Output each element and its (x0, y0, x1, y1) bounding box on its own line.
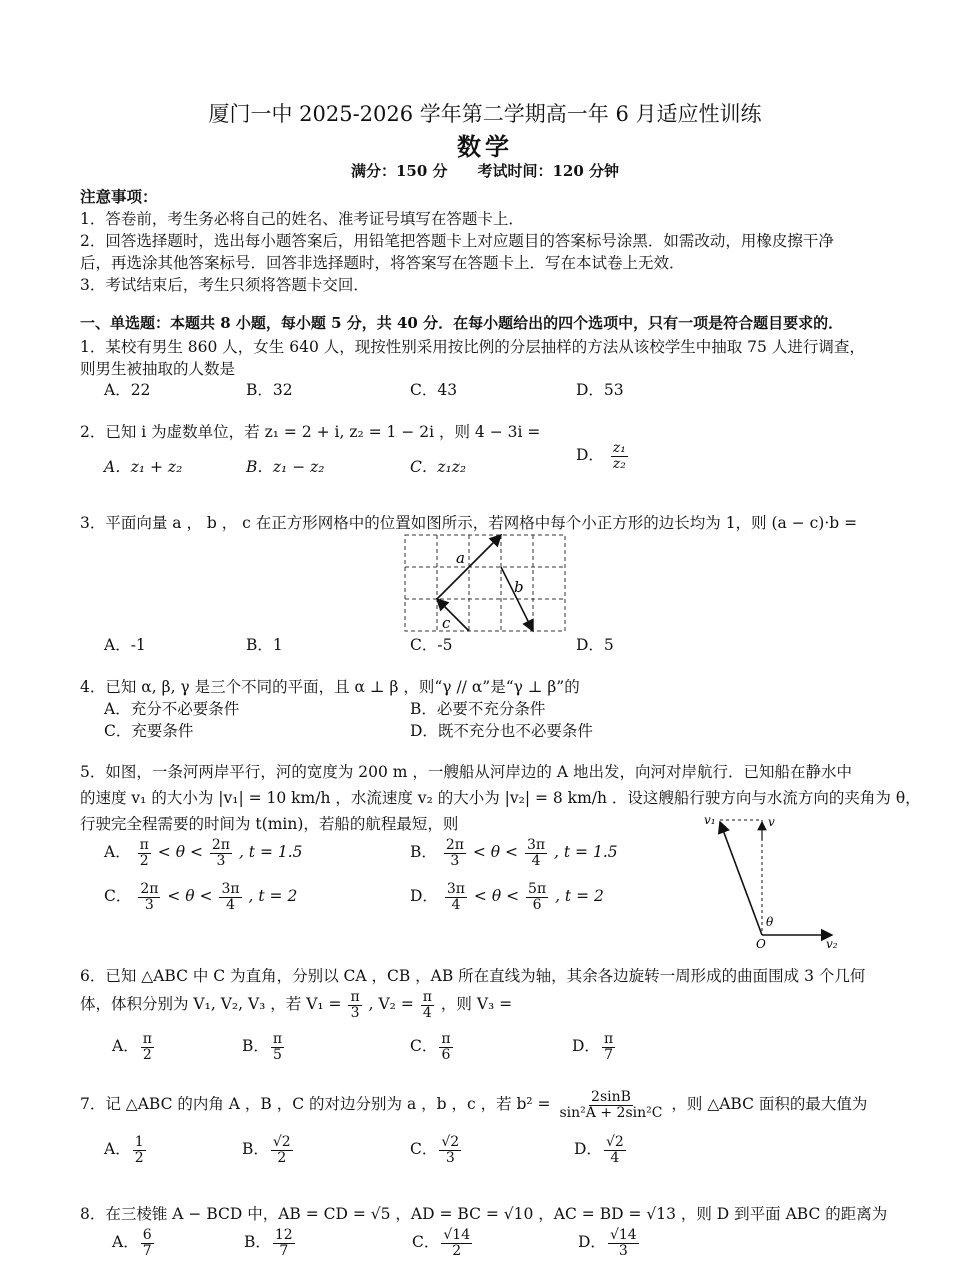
q6-option-a (112, 1032, 156, 1062)
fraction-denominator: 5 (273, 1046, 282, 1063)
fraction (439, 1032, 452, 1062)
fraction-numerator: 3π (446, 881, 465, 897)
fraction (445, 882, 467, 912)
q3-option-a: A．-1 (104, 636, 146, 654)
fraction-numerator: 6 (142, 1227, 152, 1243)
grid-lines (405, 535, 565, 631)
fraction-numerator: π (139, 837, 149, 853)
option-tail: , t = 2 (555, 887, 604, 906)
q8-option-b (244, 1228, 297, 1258)
fraction (526, 882, 548, 912)
fraction-denominator: 3 (350, 1004, 360, 1021)
fraction (608, 1228, 639, 1258)
fraction (604, 1135, 626, 1165)
fraction (602, 1032, 615, 1062)
q6-stem-cont (80, 990, 512, 1020)
v-label: v (768, 815, 775, 829)
q5-option-b (410, 838, 618, 868)
q7-stem (80, 1090, 867, 1120)
q2-option-b: B．z₁ − z₂ (246, 458, 325, 476)
fraction-denominator: 4 (422, 1004, 432, 1021)
option-label: A． (112, 1037, 139, 1056)
fraction-denominator: 6 (441, 1046, 451, 1063)
q5-velocity-diagram (700, 810, 850, 950)
q7-option-a (104, 1135, 148, 1165)
q3-option-d: D．5 (576, 636, 614, 654)
fraction-denominator: 3 (618, 1242, 628, 1259)
fraction-numerator: 2π (445, 837, 464, 853)
option-tail: , t = 2 (248, 887, 298, 906)
fraction-numerator: 3π (526, 837, 546, 853)
fraction-denominator: 3 (144, 896, 154, 913)
fraction-numerator: √2 (605, 1134, 624, 1150)
inequality: < θ < (167, 887, 213, 906)
fraction-denominator: 2 (134, 1149, 144, 1166)
q5-option-d (410, 882, 604, 912)
q7-option-b (242, 1135, 295, 1165)
q7-option-c (410, 1135, 463, 1165)
q3-stem: 3．平面向量 a ， b ， c 在正方形网格中的位置如图所示，若网格中每个小正方形的边长均为 1，则 (a − c)·b = (80, 514, 858, 532)
fraction-numerator: π (142, 1031, 152, 1047)
notice-item: 1．答卷前，考生务必将自己的姓名、准考证号填写在答题卡上． (80, 210, 524, 228)
q6-option-d (572, 1032, 617, 1062)
fraction-numerator: 1 (134, 1134, 144, 1150)
fraction-denominator: sin²A + 2sin²C (559, 1104, 663, 1121)
fraction-numerator: z₁ (612, 440, 626, 456)
q2-option-c: C．z₁z₂ (410, 458, 467, 476)
fraction (141, 1032, 154, 1062)
fraction (133, 1135, 146, 1165)
q4-stem: 4．已知 α, β, γ 是三个不同的平面，且 α ⊥ β ，则“γ // α”是“γ ⊥ β”的 (80, 678, 580, 696)
fraction-numerator: 2π (211, 837, 230, 853)
v1-arrow (720, 822, 762, 935)
fraction-denominator: 2 (142, 1046, 152, 1063)
fraction (219, 882, 241, 912)
option-label: C． (104, 887, 132, 906)
q1-option-d: D．53 (576, 381, 624, 399)
fraction-denominator: 4 (226, 896, 235, 913)
fraction-denominator: z₂ (612, 455, 626, 472)
fraction (558, 1090, 665, 1120)
v2-label: v₂ (826, 937, 838, 950)
fraction-denominator: 3 (216, 852, 226, 869)
fraction (444, 838, 466, 868)
q2-option-a: A．z₁ + z₂ (104, 458, 183, 476)
option-tail: , t = 1.5 (238, 843, 303, 862)
fraction-numerator: π (422, 989, 432, 1005)
fraction-numerator: √2 (441, 1134, 460, 1150)
q3-option-c: C．-5 (410, 636, 453, 654)
fraction-numerator: 3π (221, 881, 240, 897)
notice-item: 3．考试结束后，考生只须将答题卡交回． (80, 276, 369, 294)
fraction-numerator: π (441, 1031, 451, 1047)
q5-option-c (104, 882, 297, 912)
q8-option-c (412, 1228, 474, 1258)
option-label: D． (574, 1140, 602, 1159)
stem-text: 体，体积分别为 V₁, V₂, V₃ ，若 V₁ = (80, 995, 342, 1014)
q6-option-c (410, 1032, 455, 1062)
q1-option-a: A．22 (104, 381, 151, 399)
q5-stem: 5．如图，一条河两岸平行，河的宽度为 200 m ，一艘船从河岸边的 A 地出发，向河对岸航行．已知船在静水中 (80, 763, 852, 781)
fraction-denominator: 7 (279, 1242, 289, 1259)
fraction-numerator: 5π (528, 881, 547, 897)
inequality: < θ < (473, 887, 520, 906)
option-label: B． (244, 1233, 271, 1252)
q2-option-d-fraction (611, 441, 628, 471)
q8-stem: 8．在三棱锥 A − BCD 中，AB = CD = √5 ，AD = BC = √10 ，AC = BD = √13 ，则 D 到平面 ABC 的距离为 (80, 1205, 888, 1223)
q3-vector-grid-figure (400, 530, 570, 635)
fraction (441, 1228, 472, 1258)
option-label: B． (242, 1140, 269, 1159)
fraction-numerator: π (272, 1031, 283, 1047)
notice-item: 后，再选涂其他答案标号．回答非选择题时，将答案写在答题卡上．写在本试卷上无效． (80, 254, 685, 272)
fraction-denominator: 3 (450, 852, 460, 869)
exam-title: 厦门一中 2025-2026 学年第二学期高一年 6 月适应性训练 (208, 102, 762, 126)
q4-option-c: C．充要条件 (104, 722, 194, 740)
notice-heading: 注意事项： (80, 187, 158, 206)
fraction-numerator: √14 (609, 1227, 637, 1243)
fraction (210, 838, 232, 868)
option-label: D． (578, 1233, 606, 1252)
q7-option-d (574, 1135, 628, 1165)
fraction (273, 1228, 295, 1258)
theta-label: θ (766, 915, 774, 929)
fraction-numerator: π (350, 989, 360, 1005)
fraction-numerator: √2 (272, 1134, 291, 1150)
q4-option-b: B．必要不充分条件 (410, 700, 546, 718)
stem-text: 7．记 △ABC 的内角 A ，B ，C 的对边分别为 a ，b ，c ，若 b² = (80, 1095, 551, 1114)
option-label: A． (104, 1140, 131, 1159)
fraction-numerator: π (603, 1031, 614, 1047)
q6-option-b (242, 1032, 286, 1062)
fraction-denominator: 7 (604, 1046, 613, 1063)
option-label: C． (410, 1140, 438, 1159)
fraction-numerator: 2π (140, 881, 159, 897)
q4-option-a: A．充分不必要条件 (104, 700, 240, 718)
fraction-denominator: 2 (277, 1149, 287, 1166)
q8-option-a (112, 1228, 156, 1258)
fraction (525, 838, 547, 868)
fraction (348, 990, 361, 1020)
q3-option-b: B．1 (246, 636, 283, 654)
vector-a-label: a (456, 549, 465, 567)
q5-option-a (104, 838, 303, 868)
q1-option-b: B．32 (246, 381, 293, 399)
fraction (138, 882, 160, 912)
q2-stem: 2．已知 i 为虚数单位，若 z₁ = 2 + i, z₂ = 1 − 2i ，则 4 − 3i = (80, 423, 541, 441)
stem-text: , V₂ = (368, 995, 414, 1014)
q6-stem: 6．已知 △ABC 中 C 为直角，分别以 CA ，CB ，AB 所在直线为轴，其余各边旋转一周形成的曲面围成 3 个几何 (80, 967, 866, 985)
fraction-denominator: 4 (451, 896, 461, 913)
option-label: D． (410, 887, 438, 906)
q8-option-d (578, 1228, 641, 1258)
q5-stem-cont2: 行驶完全程需要的时间为 t(min)，若船的航程最短，则 (80, 815, 459, 833)
fraction-denominator: 7 (142, 1242, 152, 1259)
fraction-denominator: 3 (445, 1149, 455, 1166)
q2-option-d (576, 441, 630, 471)
exam-meta: 满分：150 分 考试时间：120 分钟 (350, 162, 620, 180)
fraction (439, 1135, 461, 1165)
inequality: < θ < (157, 843, 203, 862)
fraction (271, 1135, 293, 1165)
vector-b-label: b (514, 578, 524, 596)
option-label: A． (104, 843, 131, 862)
fraction-numerator: √14 (443, 1227, 471, 1243)
fraction (138, 838, 151, 868)
section-heading: 一、单选题：本题共 8 小题，每小题 5 分，共 40 分．在每小题给出的四个选项中，只有一项是符合题目要求的． (80, 314, 844, 332)
option-label: A． (112, 1233, 139, 1252)
option-tail: , t = 1.5 (554, 843, 618, 862)
option-label: B． (410, 843, 437, 862)
fraction-numerator: 12 (274, 1227, 293, 1243)
origin-label: O (756, 937, 766, 950)
fraction-denominator: 2 (139, 852, 149, 869)
fraction-numerator: 2sinB (591, 1089, 631, 1105)
vector-c-label: c (442, 614, 451, 632)
option-label: C． (410, 1037, 438, 1056)
option-label: C． (412, 1233, 440, 1252)
fraction-denominator: 2 (452, 1242, 462, 1259)
stem-text: ，则 △ABC 面积的最大值为 (671, 1095, 868, 1114)
fraction (141, 1228, 154, 1258)
q1-stem-cont: 则男生被抽取的人数是 (80, 360, 236, 378)
q5-stem-cont: 的速度 v₁ 的大小为 |v₁| = 10 km/h ，水流速度 v₂ 的大小为 |v₂| = 8 km/h ．设这艘船行驶方向与水流方向的夹角为 θ， (80, 789, 921, 807)
fraction (271, 1032, 284, 1062)
inequality: < θ < (472, 843, 519, 862)
fraction-denominator: 6 (532, 896, 542, 913)
v1-label: v₁ (704, 813, 716, 827)
q4-option-d: D．既不充分也不必要条件 (410, 722, 593, 740)
fraction-denominator: 4 (531, 852, 541, 869)
subject-title: 数学 (457, 132, 513, 161)
fraction (421, 990, 434, 1020)
option-label: B． (242, 1037, 269, 1056)
notice-item: 2．回答选择题时，选出每小题答案后，用铅笔把答题卡上对应题目的答案标号涂黑．如需改动，用橡皮擦干净 (80, 232, 834, 250)
option-label: D． (572, 1037, 600, 1056)
q1-option-c: C．43 (410, 381, 458, 399)
fraction-denominator: 4 (610, 1149, 620, 1166)
q2-option-d-label: D． (576, 446, 604, 465)
stem-text: ，则 V₃ = (440, 995, 513, 1014)
q1-stem: 1．某校有男生 860 人，女生 640 人，现按性别采用按比例的分层抽样的方法从该校学生中抽取 75 人进行调查， (80, 338, 865, 356)
